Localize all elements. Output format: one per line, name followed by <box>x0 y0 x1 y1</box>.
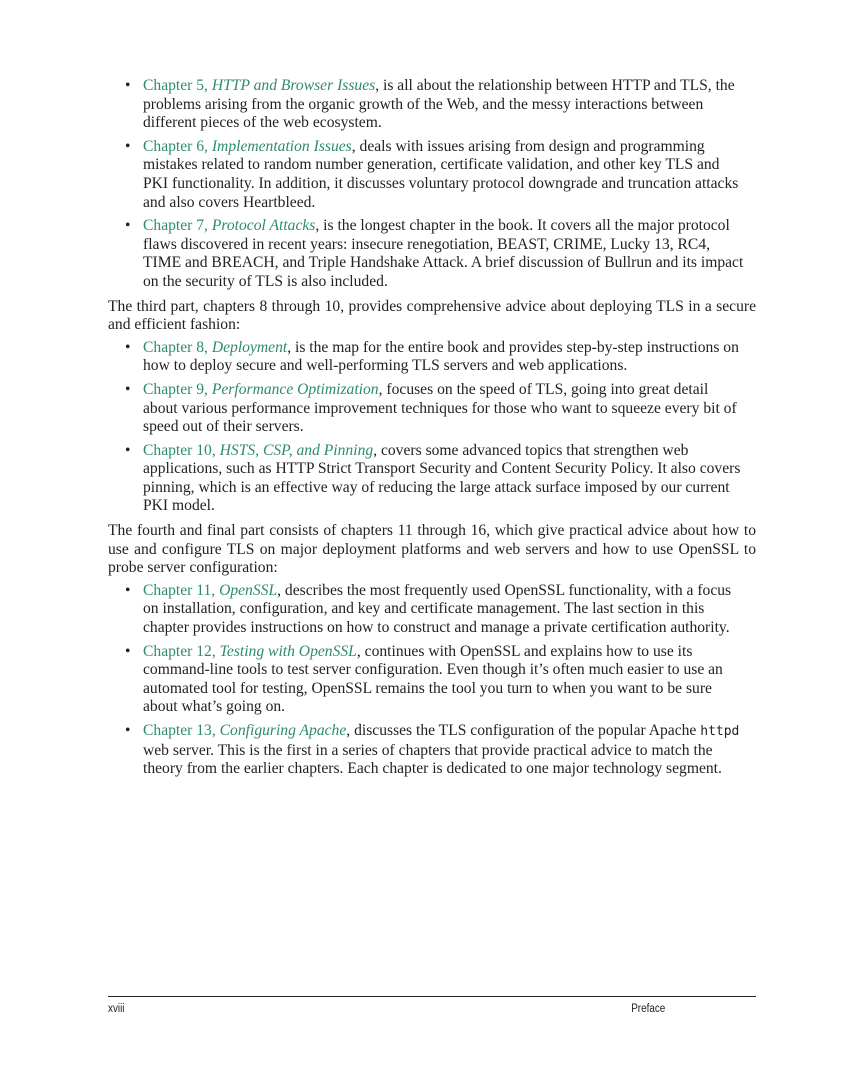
item-text: web server. This is the first in a series of chapters that provide practical advice to match the theory from the earlier chapters. Each chapter is dedicated to one major technology segment. <box>143 741 722 778</box>
bullet: • <box>125 380 131 398</box>
chapter-link[interactable]: Chapter 10, HSTS, CSP, and Pinning <box>143 441 374 459</box>
list-item <box>108 77 756 133</box>
chapter-link[interactable]: Chapter 7, Protocol Attacks <box>143 217 316 235</box>
chapter-link[interactable]: Chapter 11, OpenSSL <box>143 581 278 599</box>
chapter-link[interactable]: Chapter 8, Deployment <box>143 338 288 356</box>
chapter-list-part4 <box>108 582 756 779</box>
chapter-link[interactable]: Chapter 5, HTTP and Browser Issues <box>143 77 376 94</box>
paragraph-third-part: The third part, chapters 8 through 10, provides comprehensive advice about deploying TLS in a secure and efficient fashion: <box>108 297 756 334</box>
chapter-link[interactable]: Chapter 13, Configuring Apache <box>143 722 347 739</box>
page-number: xviii <box>108 1003 125 1015</box>
list-item <box>108 442 756 516</box>
bullet: • <box>125 722 131 739</box>
item-text: , covers some advanced topics that strengthen web applications, such as HTTP Strict Transport Security and Content Security Policy. It also covers pinning, which is an effective way of reducing the large attack surface imposed by our current PKI model. <box>143 441 741 515</box>
bullet: • <box>125 581 131 599</box>
list-item <box>108 381 756 437</box>
item-text: , describes the most frequently used OpenSSL functionality, with a focus on installation, configuration, and key and certificate management. The last section in this chapter provides instructions on how to construct and manage a private certification authority. <box>143 581 732 637</box>
bullet: • <box>125 217 131 235</box>
page-body <box>108 77 756 785</box>
item-text: , is the longest chapter in the book. It covers all the major protocol flaws discovered in recent years: insecure renegotiation, BEAST, CRIME, Lucky 13, RC4, TIME and BREACH, and Triple Handshake Attack. A brief discussion of Bullrun and its impact on the security of TLS is also included. <box>143 217 744 290</box>
code-httpd: httpd <box>700 724 740 739</box>
chapter-link[interactable]: Chapter 9, Performance Optimization <box>143 380 379 398</box>
item-text: , deals with issues arising from design and programming mistakes related to random number generation, certificate validation, and other key TLS and PKI functionality. In addition, it discusses voluntary protocol downgrade and truncation attacks and also covers Heartbleed. <box>143 137 739 211</box>
list-item <box>108 217 756 291</box>
list-item <box>108 138 756 212</box>
chapter-list-part2 <box>108 77 756 292</box>
list-item <box>108 722 756 779</box>
item-text: , is all about the relationship between HTTP and TLS, the problems arising from the organic growth of the Web, and the messy interactions between different pieces of the web ecosystem. <box>143 77 735 132</box>
bullet: • <box>125 441 131 459</box>
item-text: , is the map for the entire book and provides step-by-step instructions on how to deploy secure and well-performing TLS servers and web applications. <box>143 338 739 375</box>
bullet: • <box>125 137 131 155</box>
item-text: , focuses on the speed of TLS, going into great detail about various performance improvement techniques for those who want to squeeze every bit of speed out of their servers. <box>143 380 737 436</box>
item-text: , continues with OpenSSL and explains how to use its command-line tools to test server configuration. Even though it’s often much easier to use an automated tool for testing, OpenSSL remains the tool you turn to when you want to be sure about what’s going on. <box>143 642 723 716</box>
list-item <box>108 643 756 717</box>
list-item <box>108 582 756 638</box>
bullet: • <box>125 77 131 94</box>
footer-divider <box>108 996 756 997</box>
bullet: • <box>125 642 131 660</box>
chapter-link[interactable]: Chapter 6, Implementation Issues <box>143 137 352 155</box>
chapter-link[interactable]: Chapter 12, Testing with OpenSSL <box>143 642 357 660</box>
bullet: • <box>125 338 131 356</box>
list-item <box>108 339 756 376</box>
chapter-list-part3 <box>108 339 756 516</box>
item-text: , discusses the TLS configuration of the popular Apache <box>346 722 701 739</box>
paragraph-fourth-part: The fourth and final part consists of chapters 11 through 16, which give practical advice about how to use and configure TLS on major deployment platforms and web servers and how to use OpenSSL to probe server configuration: <box>108 522 756 577</box>
running-section-title: Preface <box>631 1003 666 1015</box>
page-footer <box>108 1003 665 1015</box>
